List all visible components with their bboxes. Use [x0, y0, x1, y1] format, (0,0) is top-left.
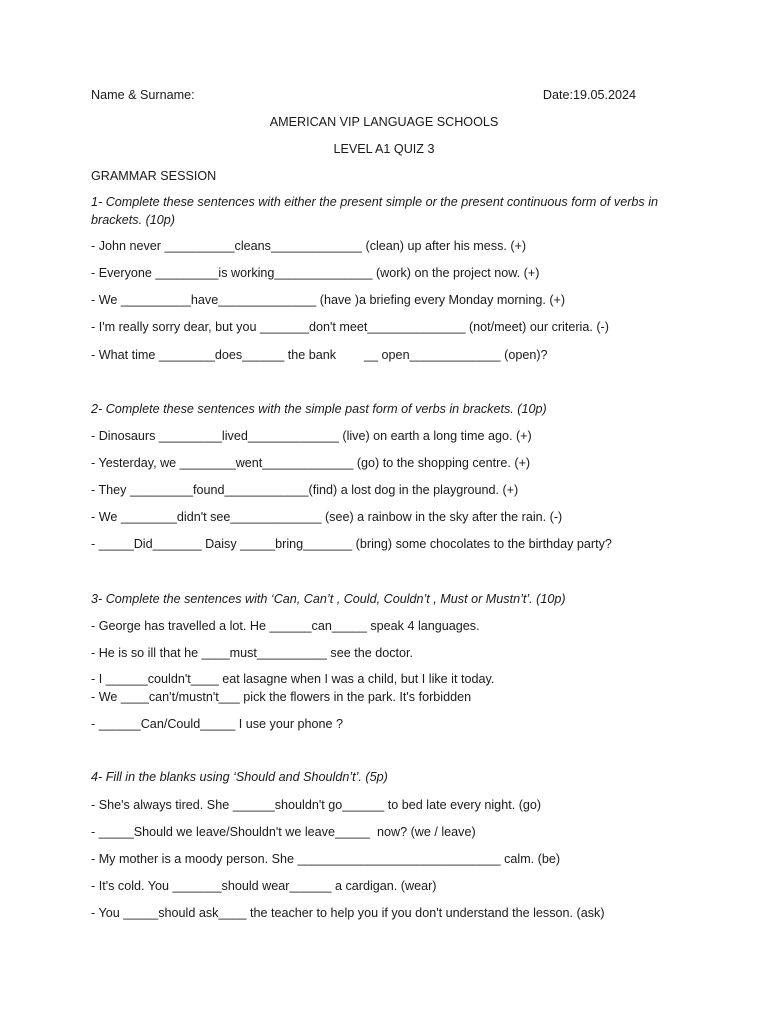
- section-1-item: - We __________have______________ (have )a briefing every Monday morning. (+): [91, 293, 566, 307]
- section-3-item: - He is so ill that he ____must__________ see the doctor.: [91, 646, 414, 660]
- section-3-item: - ______Can/Could_____ I use your phone ?: [91, 717, 344, 731]
- section-3-item: - George has travelled a lot. He ______can_____ speak 4 languages.: [91, 619, 480, 633]
- section-3-item: - I ______couldn't____ eat lasagne when I was a child, but I like it today.: [91, 672, 495, 686]
- section-1-item: - John never __________cleans_____________ (clean) up after his mess. (+): [91, 239, 527, 253]
- school-title: AMERICAN VIP LANGUAGE SCHOOLS: [269, 115, 499, 129]
- name-surname-label: Name & Surname:: [91, 88, 195, 102]
- section-1-instruction: 1- Complete these sentences with either the present simple or the present continuous form of verbs in brackets. (10p): [91, 195, 659, 227]
- section-3-instruction: 3- Complete the sentences with ‘Can, Can’t , Could, Couldn’t , Must or Mustn’t’. (10p): [91, 592, 566, 606]
- section-2-instruction: 2- Complete these sentences with the simple past form of verbs in brackets. (10p): [91, 402, 547, 416]
- quiz-level-title: LEVEL A1 QUIZ 3: [333, 142, 435, 156]
- section-2-item: - Yesterday, we ________went_____________ (go) to the shopping centre. (+): [91, 456, 531, 470]
- section-4-item: - My mother is a moody person. She _____________________________ calm. (be): [91, 852, 561, 866]
- section-3-item: - We ____can't/mustn't___ pick the flowers in the park. It's forbidden: [91, 690, 472, 704]
- section-2-item: - Dinosaurs _________lived_____________ (live) on earth a long time ago. (+): [91, 429, 532, 443]
- section-2-item: - _____Did_______ Daisy _____bring_______ (bring) some chocolates to the birthday party?: [91, 537, 612, 551]
- section-1-item: - I'm really sorry dear, but you _______don't meet______________ (not/meet) our criteria. (-): [91, 320, 609, 334]
- section-2-item: - We ________didn't see_____________ (see) a rainbow in the sky after the rain. (-): [91, 510, 563, 524]
- section-1-item: - What time ________does______ the bank __ open_____________ (open)?: [91, 348, 548, 362]
- section-4-item: - _____Should we leave/Shouldn't we leave_____ now? (we / leave): [91, 825, 476, 839]
- section-4-item: - She's always tired. She ______shouldn't go______ to bed late every night. (go): [91, 798, 542, 812]
- section-1-item: - Everyone _________is working______________ (work) on the project now. (+): [91, 266, 540, 280]
- section-4-item: - You _____should ask____ the teacher to help you if you don't understand the lesson. (ask): [91, 906, 605, 920]
- grammar-session-heading: GRAMMAR SESSION: [91, 169, 217, 183]
- section-4-instruction: 4- Fill in the blanks using ‘Should and Shouldn’t’. (5p): [91, 770, 388, 784]
- section-4-item: - It's cold. You _______should wear______ a cardigan. (wear): [91, 879, 437, 893]
- section-2-item: - They _________found____________(find) a lost dog in the playground. (+): [91, 483, 519, 497]
- date-label: Date:19.05.2024: [542, 88, 636, 102]
